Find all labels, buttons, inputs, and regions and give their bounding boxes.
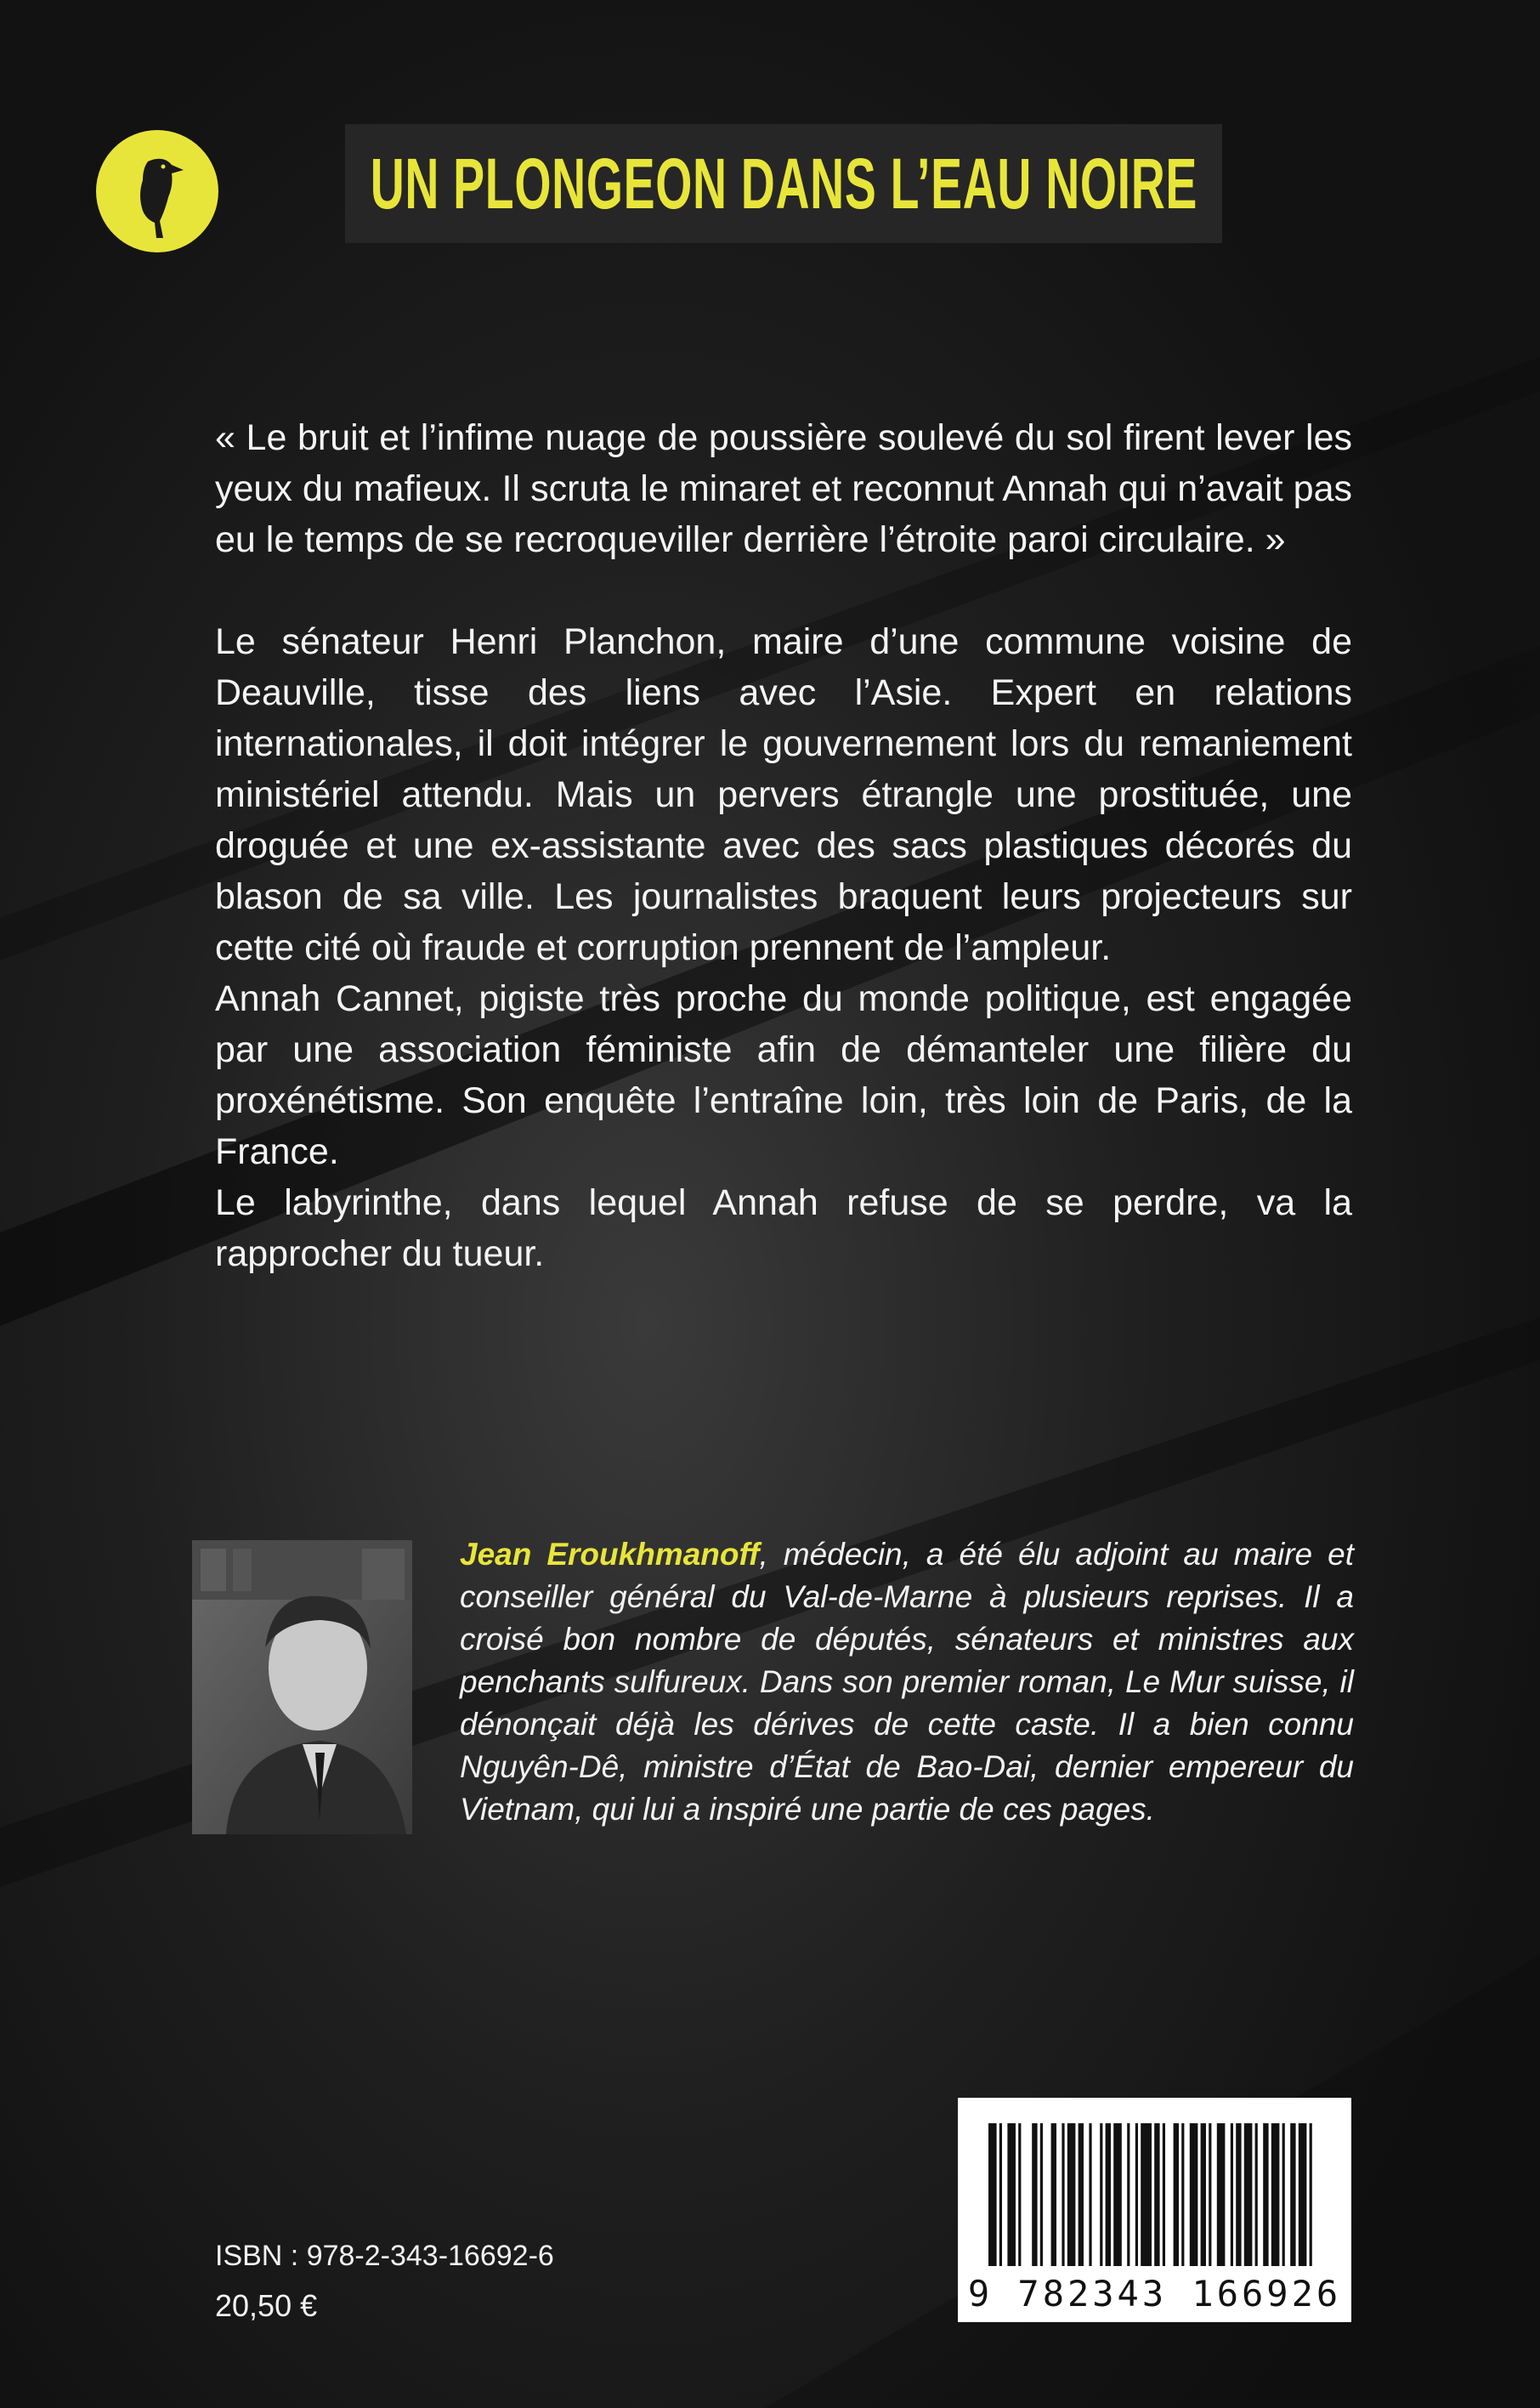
barcode-bar xyxy=(1290,2123,1295,2266)
barcode-bar xyxy=(1051,2123,1056,2266)
excerpt-quote: « Le bruit et l’infime nuage de poussière soulevé du sol firent lever les yeux du mafieux. Il scruta le minaret et reconnut Annah qui n’avait pas eu le temps de se recroqueviller derrière l’étroite paroi circulaire. » xyxy=(215,417,1352,560)
barcode-bar xyxy=(1310,2123,1312,2266)
barcode-bar xyxy=(1113,2123,1122,2266)
barcode-bar xyxy=(1201,2123,1206,2266)
barcode-bar xyxy=(1106,2123,1111,2266)
barcode-bar xyxy=(1236,2123,1241,2266)
barcode-bar xyxy=(1282,2123,1285,2266)
bird-silhouette-icon xyxy=(95,129,219,253)
barcode-bar xyxy=(1018,2123,1021,2266)
barcode-bar xyxy=(1089,2123,1091,2266)
book-title: UN PLONGEON DANS L’EAU NOIRE xyxy=(370,143,1197,224)
barcode-bar xyxy=(1079,2123,1084,2266)
isbn: ISBN : 978-2-343-16692-6 xyxy=(215,2240,554,2272)
barcode-bar xyxy=(1209,2123,1211,2266)
synopsis-paragraph: Le labyrinthe, dans lequel Annah refuse de se perdre, va la rapprocher du tueur. xyxy=(215,1182,1352,1274)
barcode-digits: 9 782343 166926 xyxy=(967,2273,1342,2315)
barcode-bar xyxy=(1271,2123,1280,2266)
back-cover-blurb xyxy=(215,412,1352,1279)
barcode-bar xyxy=(1032,2123,1037,2266)
barcode-bar xyxy=(988,2123,997,2266)
barcode-bar xyxy=(1181,2123,1184,2266)
barcode-bar xyxy=(1244,2123,1253,2266)
barcode-bar xyxy=(1231,2123,1233,2266)
barcode-bar xyxy=(1141,2123,1152,2266)
barcode-bar xyxy=(1127,2123,1130,2266)
synopsis-paragraph: Le sénateur Henri Planchon, maire d’une commune voisine de Deauville, tisse des liens avec l’Asie. Expert en relations internationales, il doit intégrer le gouvernement lors du remaniement ministériel attendu. Mais un pervers étrangle une prostituée, une droguée et une ex-assistante avec des sacs plastiques décorés du blason de sa ville. Les journalistes braquent leurs projecteurs sur cette cité où fraude et corruption prennent de l’ampleur. xyxy=(215,621,1352,968)
barcode-bar xyxy=(1190,2123,1198,2266)
barcode-bar xyxy=(1062,2123,1064,2266)
author-bio xyxy=(460,1533,1354,1831)
author-name: Jean Eroukhmanoff xyxy=(460,1537,760,1572)
barcode-bar xyxy=(1100,2123,1102,2266)
barcode-bar xyxy=(1135,2123,1138,2266)
barcode-bar xyxy=(1007,2123,1016,2266)
barcode-bar xyxy=(1163,2123,1165,2266)
barcode-bar xyxy=(999,2123,1002,2266)
price: 20,50 € xyxy=(215,2288,318,2323)
barcode-bar xyxy=(1299,2123,1307,2266)
barcode-bar xyxy=(1174,2123,1179,2266)
barcode-bar xyxy=(1067,2123,1076,2266)
barcode-bar xyxy=(1217,2123,1226,2266)
barcode xyxy=(958,2098,1351,2322)
author-bio-text: , médecin, a été élu adjoint au maire et conseiller général du Val-de-Marne à plusieurs reprises. Il a croisé bon nombre de députés, sénateurs et ministres aux penchants sulfureux. Dans son premier roman, Le Mur suisse, il dénonçait déjà les dérives de cette caste. Il a bien connu Nguyên-Dê, ministre d’État de Bao-Dai, dernier empereur du Vietnam, qui lui a inspiré une partie de ces pages. xyxy=(460,1537,1354,1827)
barcode-bar xyxy=(1263,2123,1268,2266)
barcode-bar xyxy=(1154,2123,1159,2266)
title-banner xyxy=(345,124,1222,243)
synopsis-paragraph: Annah Cannet, pigiste très proche du monde politique, est engagée par une association féministe afin de démanteler une filière du proxénétisme. Son enquête l’entraîne loin, très loin de Paris, de la France. xyxy=(215,978,1352,1172)
author-photo xyxy=(192,1540,412,1834)
barcode-bar xyxy=(1040,2123,1043,2266)
barcode-bar xyxy=(1255,2123,1258,2266)
